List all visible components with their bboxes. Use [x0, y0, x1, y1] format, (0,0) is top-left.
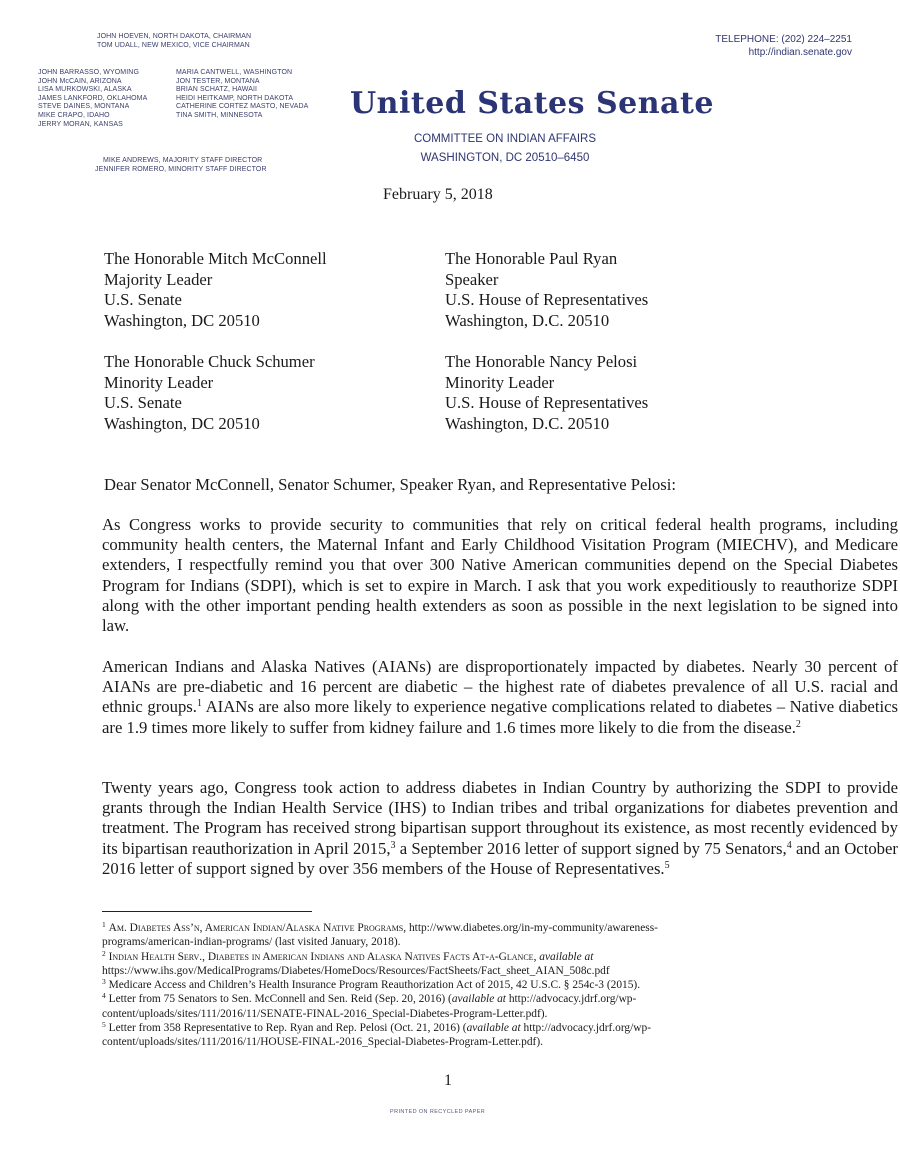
telephone: TELEPHONE: (202) 224–2251 [715, 34, 852, 45]
footnote-link[interactable]: http://advocacy.jdrf.org/wp- [505, 993, 637, 1006]
footnote-number: 2 [102, 948, 106, 958]
addressee-body: U.S. Senate [104, 290, 182, 309]
addressee-name: The Honorable Chuck Schumer [104, 352, 315, 371]
footnote-ref-3: 3 [390, 839, 396, 851]
footnote-3 [102, 978, 898, 992]
footnote-text: Letter from 358 Representative to Rep. Ryan and Rep. Pelosi (Oct. 21, 2016) ( [108, 1022, 467, 1035]
paragraph-3-text-c: and an October 2016 letter of support signed by over 356 members of the House of Representatives. [102, 838, 898, 878]
paragraph-2-text-b: AIANs are also more likely to experience negative complications related to diabetes – Native diabetics are 1.9 times more likely to suffer from kidney failure and 1.6 times more likely to die from the disease. [102, 697, 898, 737]
addressee-body: U.S. Senate [104, 393, 182, 412]
paragraph-2 [102, 657, 898, 738]
member-name: JOHN BARRASSO, WYOMING [38, 69, 139, 76]
footnote-number: 5 [102, 1020, 106, 1030]
addressee-title: Minority Leader [445, 372, 555, 392]
addressee-name: The Honorable Nancy Pelosi [445, 352, 638, 371]
addressee-pelosi [445, 352, 648, 434]
footnote-source: Am. Diabetes Ass’n, American Indian/Alaska Native Programs [108, 922, 404, 934]
paragraph-3-text-b: a September 2016 letter of support signed by 75 Senators, [395, 838, 787, 858]
minority-staff-director: JENNIFER ROMERO, MINORITY STAFF DIRECTOR [95, 165, 267, 173]
footnote-link[interactable]: http://advocacy.jdrf.org/wp- [520, 1022, 651, 1035]
addressee-city: Washington, D.C. 20510 [445, 310, 610, 330]
footnote-4 [102, 992, 898, 1006]
footnote-text: Medicare Access and Children’s Health Insurance Program Reauthorization Act of 2015, 42 U.S.C. § 254c-3 (2015). [108, 979, 641, 992]
footnote-text[interactable]: , http://www.diabetes.org/in-my-community/awareness- [403, 922, 658, 934]
footnote-number: 4 [102, 991, 106, 1001]
member-name: JAMES LANKFORD, OKLAHOMA [38, 94, 148, 102]
committee-city: WASHINGTON, DC 20510–6450 [420, 152, 590, 164]
footnote-number: 3 [102, 977, 106, 987]
footnote-5 [102, 1021, 898, 1035]
addressee-name: The Honorable Mitch McConnell [104, 249, 327, 268]
committee-name: COMMITTEE ON INDIAN AFFAIRS [413, 133, 597, 145]
chairman-line: JOHN HOEVEN, NORTH DAKOTA, CHAIRMAN [97, 33, 252, 40]
available-at: available at [466, 1022, 521, 1035]
member-name: LISA MURKOWSKI, ALASKA [38, 86, 132, 94]
addressee-city: Washington, D.C. 20510 [445, 413, 610, 433]
salutation: Dear Senator McConnell, Senator Schumer, Speaker Ryan, and Representative Pelosi: [104, 475, 676, 494]
footnote-divider [102, 911, 312, 912]
paragraph-2-text-a: American Indians and Alaska Natives (AIANs) are disproportionately impacted by diabetes. Nearly 30 percent of AIANs are pre-diabetic and 16 percent are diabetic – the highest rate of diabetes prevalence of all U.S. racial and ethnic groups. [102, 657, 898, 717]
footnote-number: 1 [102, 920, 106, 929]
letterhead-chair-block [97, 33, 251, 50]
member-name: TINA SMITH, MINNESOTA [176, 111, 263, 119]
members-right-column [176, 69, 308, 121]
footnotes [102, 921, 898, 1050]
addressee-body: U.S. House of Representatives [445, 393, 649, 412]
addressee-city: Washington, DC 20510 [104, 413, 260, 433]
contact-block [715, 33, 852, 59]
addressee-schumer [104, 352, 315, 434]
available-at: available at [451, 993, 506, 1006]
paragraph-3-text-a: Twenty years ago, Congress took action to address diabetes in Indian Country by authorizing the SDPI to provide grants through the Indian Health Service (IHS) to Indian tribes and tribal organizations for diabetes prevention and treatment. The Program has received strong bipartisan support throughout its existence, as most recently evidenced by its bipartisan reauthorization in April 2015, [102, 778, 898, 858]
footnote-2 [102, 950, 898, 964]
addressee-ryan [445, 249, 648, 331]
footnote-text: Letter from 75 Senators to Sen. McConnell and Sen. Reid (Sep. 20, 2016) ( [108, 993, 452, 1006]
senate-title: United States Senate [350, 86, 714, 121]
addressee-city: Washington, DC 20510 [104, 310, 260, 330]
paragraph-3 [102, 778, 898, 879]
addressee-title: Minority Leader [104, 372, 214, 392]
senate-masthead [350, 86, 714, 121]
footnote-ref-1: 1 [196, 698, 202, 710]
member-name: JON TESTER, MONTANA [176, 77, 260, 85]
member-name: BRIAN SCHATZ, HAWAII [176, 86, 258, 94]
footnote-ref-4: 4 [786, 839, 792, 851]
members-left-column [38, 69, 147, 129]
committee-block [350, 130, 660, 168]
addressee-title: Majority Leader [104, 269, 213, 289]
member-name: MARIA CANTWELL, WASHINGTON [176, 69, 293, 76]
member-name: HEIDI HEITKAMP, NORTH DAKOTA [176, 94, 294, 102]
footnote-1-continued[interactable]: programs/american-indian-programs/ (last visited January, 2018). [102, 936, 401, 949]
footnote-4-link[interactable]: content/uploads/sites/111/2016/11/SENATE-FINAL-2016_Special-Diabetes-Program-Letter.pdf). [102, 1007, 548, 1020]
addressee-title: Speaker [445, 269, 499, 289]
vice-chairman-line: TOM UDALL, NEW MEXICO, VICE CHAIRMAN [97, 41, 250, 49]
majority-staff-director: MIKE ANDREWS, MAJORITY STAFF DIRECTOR [103, 157, 263, 164]
website-link[interactable]: http://indian.senate.gov [748, 47, 852, 58]
footnote-separator: , [533, 950, 540, 963]
footnote-1 [102, 921, 898, 935]
paragraph-1: As Congress works to provide security to communities that rely on critical federal health programs, including community health centers, the Maternal Infant and Early Childhood Visitation Program (MIECHV), and Medicare extenders, I respectfully remind you that over 300 Native American communities depend on the Special Diabetes Program for Indians (SDPI), which is set to expire in March. I ask that you work expeditiously to reauthorize SDPI along with the other important pending health extenders as soon as possible in the next legislation to be signed into law. [102, 515, 898, 636]
footnote-source: Indian Health Serv., Diabetes in American Indians and Alaska Natives Facts At-a-Glance [108, 950, 534, 963]
addressee-name: The Honorable Paul Ryan [445, 249, 618, 268]
addressee-mcconnell [104, 249, 327, 331]
member-name: JERRY MORAN, KANSAS [38, 120, 123, 128]
member-name: MIKE CRAPO, IDAHO [38, 111, 110, 119]
footnote-ref-5: 5 [664, 859, 670, 871]
member-name: STEVE DAINES, MONTANA [38, 103, 130, 111]
footnote-2-link[interactable]: https://www.ihs.gov/MedicalPrograms/Diabetes/HomeDocs/Resources/FactSheets/Fact_sheet_AIAN_508c.pdf [102, 964, 610, 977]
available-at: available at [539, 950, 594, 963]
member-name: CATHERINE CORTEZ MASTO, NEVADA [176, 103, 309, 111]
footnote-5-link[interactable]: content/uploads/sites/111/2016/11/HOUSE-FINAL-2016_Special-Diabetes-Program-Letter.pdf). [102, 1036, 543, 1049]
page-number: 1 [444, 1072, 452, 1089]
letter-date: February 5, 2018 [383, 186, 493, 203]
addressee-body: U.S. House of Representatives [445, 290, 649, 309]
staff-directors-block [95, 157, 267, 174]
recycled-paper-note: PRINTED ON RECYCLED PAPER [390, 1109, 486, 1115]
member-name: JOHN McCAIN, ARIZONA [38, 77, 122, 85]
footnote-ref-2: 2 [795, 718, 801, 730]
